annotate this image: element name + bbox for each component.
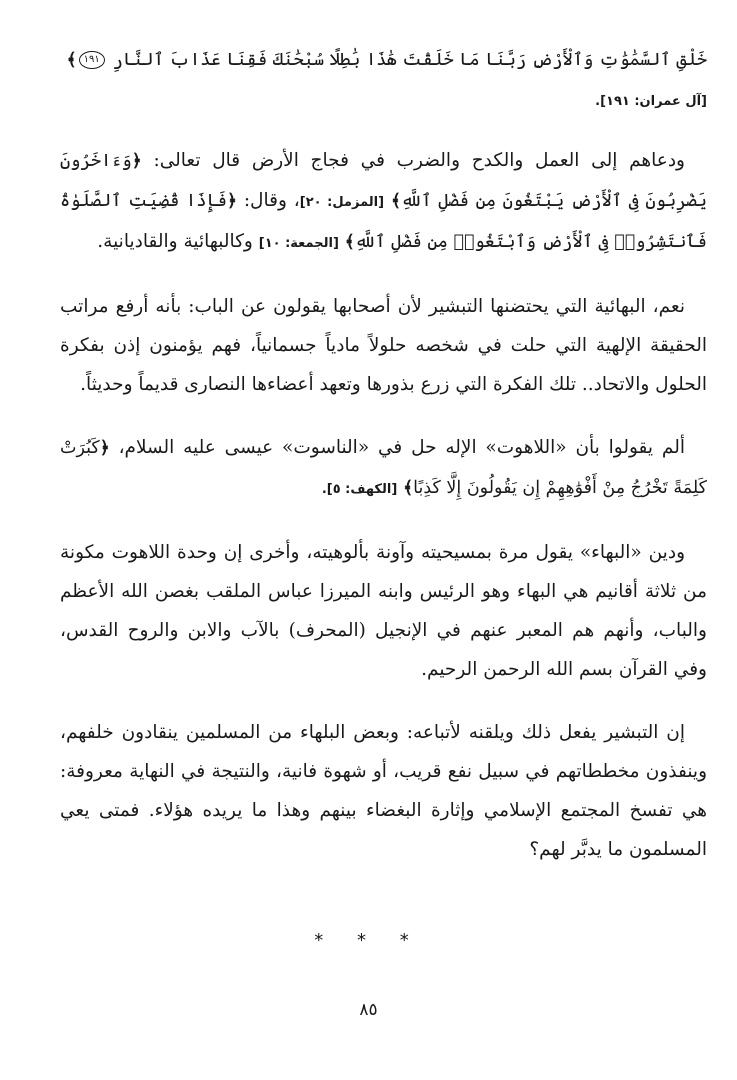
quran-verse-top: خَلْقِ ٱلسَّمَٰوَٰتِ وَٱلْأَرْضِ رَبَّنَا مَا خَلَقْتَ هَٰذَا بَٰطِلًا سُبْحَٰنَكَ فَقِنَا عَذَابَ ٱلنَّارِ [112,50,707,70]
paragraph-3 [60,428,707,509]
paragraph-4-text: ودين «البهاء» يقول مرة بمسيحيته وآونة بألوهيته، وأخرى إن وحدة اللاهوت مكونة من ثلاثة أقانيم هي البهاء وهو الرئيس وابنه الميرزا عباس الملقب بغصن الله الأعظم والباب، وأنهم هم المعبر عنهم في الإنجيل (المحرف) بالآب والابن والروح القدس، وفي القرآن بسم الله الرحمن الرحيم. [60,542,707,680]
paragraph-2-text: نعم، البهائية التي يحتضنها التبشير لأن أصحابها يقولون عن الباب: بأنه أرفع مراتب الحقيقة الإلهية التي حلت في شخصه حلولاً مادياً جسمانياً، فهم يؤمنون إذن بفكرة الحلول والاتحاد.. تلك الفكرة التي زرع بذورها وتعهد أعضاءها النصارى قديماً وحديثاً. [60,296,707,395]
paragraph-4 [60,533,707,689]
paragraph-1-intro: ودعاهم إلى العمل والكدح والضرب في فجاج الأرض قال تعالى: [153,150,685,171]
ayah-number-marker: ١٩١ [79,51,105,69]
section-separator: * * * [314,930,423,951]
quran-verse-kahf: كَبُرَتْ كَلِمَةً تَخْرُجُ مِنْ أَفْوَٰهِهِمْ إِن يَقُولُونَ إِلَّا كَذِبًا [60,438,707,498]
paragraph-3-text: ألم يقولوا بأن «اللاهوت» الإله حل في «الناسوت» عيسى عليه السلام، [118,437,685,458]
verse-reference-muzzammil: [المزمل: ٢٠] [299,195,385,210]
paragraph-1-mid: ، وقال: [243,190,300,211]
quran-verse-jumuah: فَإِذَا قُضِيَتِ ٱلصَّلَوٰةُ فَٱنتَشِرُوا۟ فِى ٱلْأَرْضِ وَٱبْتَغُوا۟ مِن فَضْلِ ٱللَّهِ [60,191,707,252]
quran-bracket-close-icon: ﴾ [344,232,355,252]
quran-verse-muzzammil: وَءَاخَرُونَ يَضْرِبُونَ فِى ٱلْأَرْضِ يَبْتَغُونَ مِن فَضْلِ ٱللَّهِ [60,151,707,211]
quran-bracket-open-icon: ﴿ [226,191,237,211]
paragraph-1 [60,141,707,263]
verse-reference-top: [آل عمران: ١٩١]. [595,94,707,109]
paragraph-5-text: إن التبشير يفعل ذلك ويلقنه لأتباعه: وبعض البلهاء من المسلمين ينقادون خلفهم، وينفذون مخططاتهم في سبيل نفع قريب، أو شهوة فانية، والنتيجة في النهاية معروفة: هي تفسخ المجتمع الإسلامي وإثارة البغضاء بينهم وهذا ما يريده هؤلاء. فمتى يعي المسلمون ما يدبَّر لهم؟ [60,722,707,860]
quran-bracket-open-icon: ﴿ [131,151,142,171]
verse-reference-kahf: [الكهف: ٥]. [321,482,398,497]
quran-bracket-close-icon: ﴾ [66,50,77,70]
page-body [60,40,707,893]
paragraph-5 [60,713,707,869]
verse-block-top [60,40,707,121]
quran-bracket-close-icon: ﴾ [390,191,401,211]
quran-bracket-close-icon: ﴾ [403,478,414,498]
paragraph-2 [60,287,707,404]
page-number: ٨٥ [359,1000,378,1020]
verse-reference-jumuah: [الجمعة: ١٠] [258,236,339,251]
quran-bracket-open-icon: ﴿ [99,438,110,458]
paragraph-1-end: وكالبهائية والقاديانية. [97,231,253,252]
